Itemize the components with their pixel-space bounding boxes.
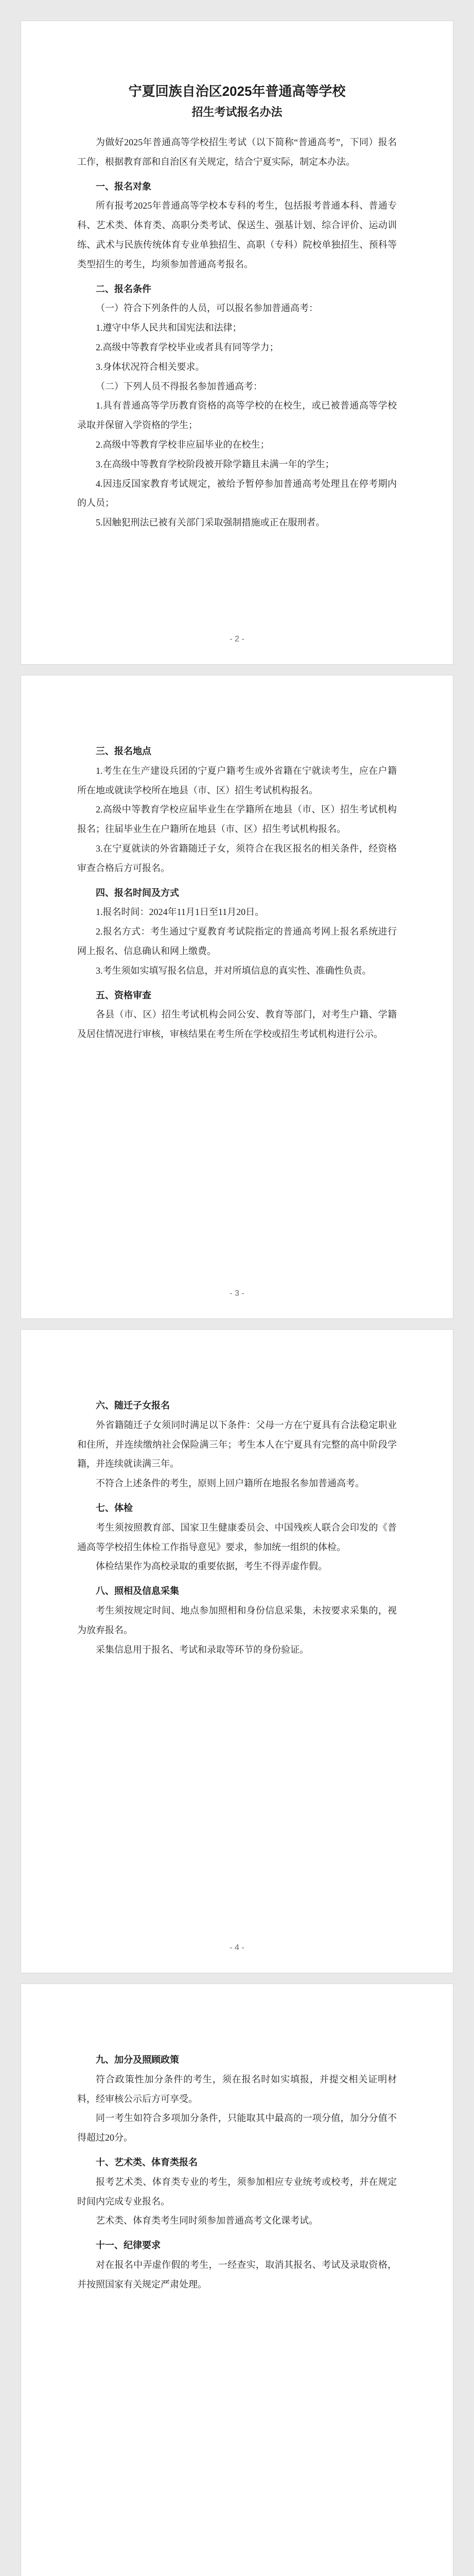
section-heading: 十、艺术类、体育类报名 [96, 2157, 198, 2167]
paragraph: 各县（市、区）招生考试机构会同公安、教育等部门，对考生户籍、学籍及居住情况进行审核，审核结果在考生所在学校或招生考试机构进行公示。 [77, 1009, 397, 1040]
page-blocks [77, 133, 397, 533]
section-heading: 四、报名时间及方式 [96, 887, 179, 898]
page-content [77, 742, 397, 1044]
page-number: - 3 - [230, 1289, 244, 1298]
paragraph: 体检结果作为高校录取的重要依据，考生不得弄虚作假。 [96, 1561, 327, 1572]
paragraph: 2.高级中等教育学校应届毕业生在学籍所在地县（市、区）招生考试机构报名；往届毕业生在户籍所在地县（市、区）招生考试机构报名。 [77, 804, 397, 835]
document-subtitle: 招生考试报名办法 [191, 106, 283, 119]
section-heading: 一、报名对象 [96, 181, 151, 192]
paragraph: 不符合上述条件的考生，原则上回户籍所在地报名参加普通高考。 [96, 1478, 364, 1489]
paragraph: 采集信息用于报名、考试和录取等环节的身份验证。 [96, 1644, 309, 1655]
section-heading: 三、报名地点 [96, 746, 151, 756]
paragraph: 3.在宁夏就读的外省籍随迁子女，须符合在我区报名的相关条件，经资格审查合格后方可报名。 [77, 843, 397, 873]
section-heading: 六、随迁子女报名 [96, 1400, 170, 1411]
paragraph: 1.遵守中华人民共和国宪法和法律； [96, 323, 242, 333]
paragraph: 2.高级中等教育学校非应届毕业的在校生； [96, 439, 270, 450]
paragraph: 3.在高级中等教育学校阶段被开除学籍且未满一年的学生； [96, 459, 335, 469]
section-heading: 二、报名条件 [96, 283, 151, 294]
paragraph: 1.报名时间：2024年11月1日至11月20日。 [96, 907, 265, 918]
section-heading: 八、照相及信息采集 [96, 1586, 179, 1597]
paragraph: 1.考生在生产建设兵团的宁夏户籍考生或外省籍在宁就读考生，应在户籍所在地或就读学校所在地县（市、区）招生考试机构报名。 [77, 765, 397, 795]
paragraph: 报考艺术类、体育类专业的考生，须参加相应专业统考或校考，并在规定时间内完成专业报名。 [77, 2176, 397, 2207]
section-heading: 七、体检 [96, 1502, 133, 1513]
paragraph: 符合政策性加分条件的考生，须在报名时如实填报，并提交相关证明材料，经审核公示后方可享受。 [77, 2074, 397, 2104]
paragraph: 4.因违反国家教育考试规定，被给予暂停参加普通高考处理且在停考期内的人员； [77, 478, 397, 509]
paragraph: 艺术类、体育类考生同时须参加普通高考文化课考试。 [96, 2215, 318, 2226]
page-number: - 4 - [230, 1943, 244, 1952]
page-content [77, 82, 397, 533]
section-heading: 九、加分及照顾政策 [96, 2055, 179, 2065]
section-heading: 五、资格审查 [96, 990, 151, 1001]
paragraph: 为做好2025年普通高等学校招生考试（以下简称“普通高考”，下同）报名工作，根据教育部和自治区有关规定，结合宁夏实际，制定本办法。 [77, 137, 397, 167]
document-page-2 [21, 675, 453, 1319]
page-content [77, 2050, 397, 2295]
paragraph: 2.高级中等教育学校毕业或者具有同等学力； [96, 342, 279, 353]
paragraph: 同一考生如符合多项加分条件，只能取其中最高的一项分值，加分分值不得超过20分。 [77, 2113, 397, 2143]
document-page-4 [21, 1984, 453, 2576]
paragraph: 1.具有普通高等学历教育资格的高等学校的在校生，或已被普通高等学校录取并保留入学资格的学生； [77, 400, 397, 431]
paragraph: 2.报名方式：考生通过宁夏教育考试院指定的普通高考网上报名系统进行网上报名、信息确认和网上缴费。 [77, 926, 397, 956]
paragraph: 5.因触犯刑法已被有关部门采取强制措施或正在服刑者。 [96, 517, 325, 528]
paragraph: （一）符合下列条件的人员，可以报名参加普通高考： [96, 303, 318, 314]
paragraph: 考生须按照教育部、国家卫生健康委员会、中国残疾人联合会印发的《普通高等学校招生体检工作指导意见》要求，参加统一组织的体检。 [77, 1522, 397, 1552]
document-title: 宁夏回族自治区2025年普通高等学校 [128, 83, 346, 99]
document-page-1 [21, 21, 453, 665]
paragraph: 外省籍随迁子女须同时满足以下条件：父母一方在宁夏具有合法稳定职业和住所，并连续缴纳社会保险满三年；考生本人在宁夏具有完整的高中阶段学籍，并连续就读满三年。 [77, 1419, 397, 1469]
paragraph: （二）下列人员不得报名参加普通高考： [96, 381, 262, 392]
paragraph: 考生须按规定时间、地点参加照相和身份信息采集，未按要求采集的，视为放弃报名。 [77, 1605, 397, 1635]
page-content [77, 1396, 397, 1659]
paragraph: 对在报名中弄虚作假的考生，一经查实，取消其报名、考试及录取资格，并按照国家有关规定严肃处理。 [77, 2259, 397, 2290]
paragraph: 3.考生须如实填写报名信息，并对所填信息的真实性、准确性负责。 [96, 965, 372, 976]
page-number: - 2 - [230, 635, 244, 643]
paragraph: 3.身体状况符合相关要求。 [96, 361, 205, 372]
section-heading: 十一、纪律要求 [96, 2240, 161, 2251]
document-page-3 [21, 1329, 453, 1973]
paragraph: 所有报考2025年普通高等学校本专科的考生，包括报考普通本科、普通专科、艺术类、体育类、高职分类考试、保送生、强基计划、综合评价、运动训练、武术与民族传统体育专业单独招生、高职（专科）院校单独招生、预科等类型招生的考生，均须参加普通高考报名。 [77, 200, 397, 269]
